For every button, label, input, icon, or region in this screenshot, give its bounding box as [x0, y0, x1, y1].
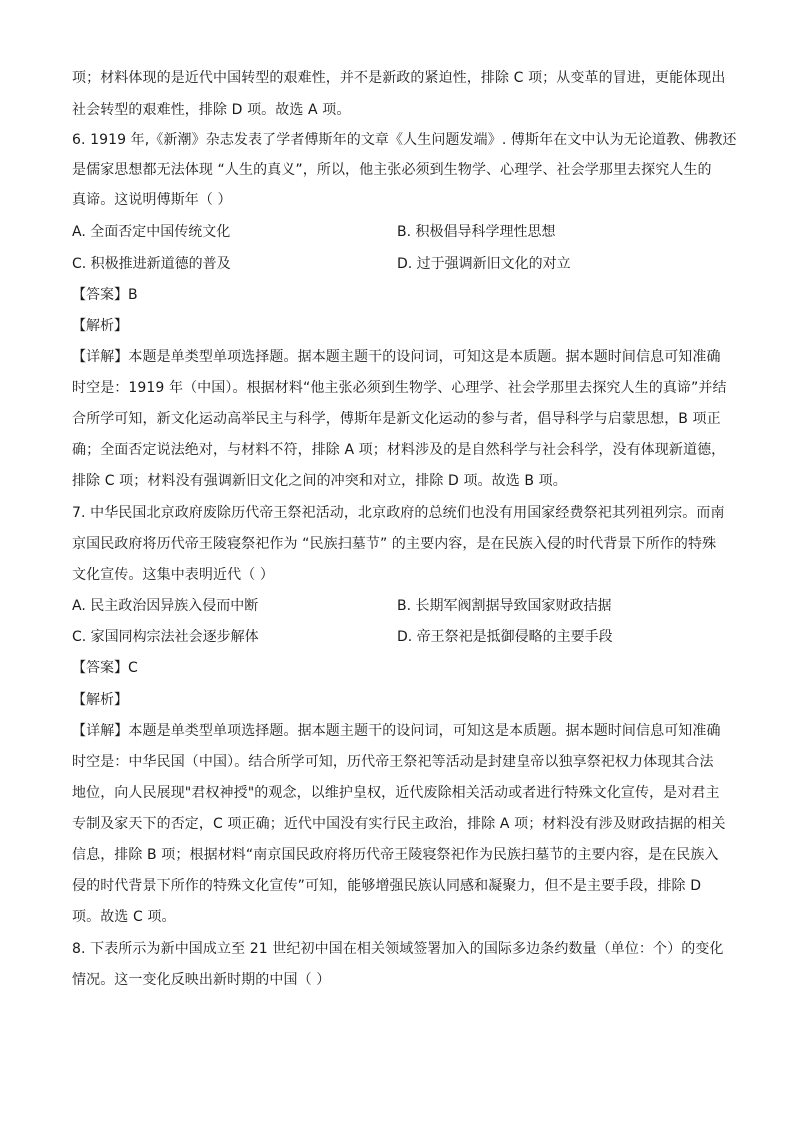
- question-8-stem: 8. 下表所示为新中国成立至 21 世纪初中国在相关领域签署加入的国际多边条约数量（单位：个）的变化: [72, 941, 724, 957]
- question-7-detail: 时空是：中华民国（中国）。结合所学可知，历代帝王祭祀等活动是封建皇帝以独享祭祀权力体现其合法: [72, 754, 714, 770]
- question-6-stem: 是儒家思想都无法体现 “人生的真义”，所以，他主张必须到生物学、心理学、社会学那里去探究人生的: [72, 162, 712, 178]
- question-6-detail: 时空是：1919 年（中国）。根据材料“他主张必须到生物学、心理学、社会学那里去探究人生的真谛”并结: [72, 380, 727, 396]
- question-6-analysis-label: 【解析】: [72, 318, 128, 334]
- question-6-detail: 确；全面否定说法绝对，与材料不符，排除 A 项；材料涉及的是自然科学与社会科学，没有体现新道德，: [72, 442, 726, 458]
- carryover-line: 社会转型的艰难性，排除 D 项。故选 A 项。: [72, 102, 351, 118]
- question-7-detail: 信息，排除 B 项；根据材料“南京国民政府将历代帝王陵寝祭祀作为民族扫墓节的主要内容，是在民族入: [72, 847, 719, 863]
- question-6-answer: 【答案】B: [72, 287, 138, 303]
- question-6-option-d: D. 过于强调新旧文化的对立: [397, 256, 571, 272]
- question-7-detail: 项。故选 C 项。: [72, 909, 176, 925]
- question-7-option-c: C. 家国同构宗法社会逐步解体: [72, 629, 259, 645]
- question-6-stem: 6. 1919 年,《新潮》杂志发表了学者傅斯年的文章《人生问题发端》. 傅斯年在文中认为无论道教、佛教还: [72, 132, 737, 148]
- question-7-option-d: D. 帝王祭祀是抵御侵略的主要手段: [397, 629, 613, 645]
- question-8-stem: 情况。这一变化反映出新时期的中国（ ）: [72, 972, 331, 988]
- question-7-answer: 【答案】C: [72, 660, 138, 676]
- question-7-detail: 专制及家天下的否定，C 项正确；近代中国没有实行民主政治，排除 A 项；材料没有涉及财政拮据的相关: [72, 816, 726, 832]
- question-7-detail: 侵的时代背景下所作的特殊文化宣传”可知，能够增强民族认同感和凝聚力，但不是主要手段，排除 D: [72, 878, 702, 894]
- question-7-analysis-label: 【解析】: [72, 692, 128, 708]
- question-7-option-b: B. 长期军阀割据导致国家财政拮据: [397, 598, 612, 614]
- question-6-detail: 【详解】本题是单类型单项选择题。据本题主题干的设问词，可知这是本质题。据本题时间信息可知准确: [72, 349, 721, 365]
- question-7-stem: 京国民政府将历代帝王陵寝祭祀作为 “民族扫墓节” 的主要内容，是在民族入侵的时代背景下所作的特殊: [72, 536, 717, 552]
- question-6-detail: 合所学可知，新文化运动高举民主与科学，傅斯年是新文化运动的参与者，倡导科学与启蒙思想，B 项正: [72, 411, 721, 427]
- carryover-line: 项；材料体现的是近代中国转型的艰难性，并不是新政的紧迫性，排除 C 项；从变革的冒进，更能体现出: [72, 70, 726, 86]
- question-6-detail: 排除 C 项；材料没有强调新旧文化之间的冲突和对立，排除 D 项。故选 B 项。: [72, 473, 567, 489]
- question-6-option-a: A. 全面否定中国传统文化: [72, 224, 231, 240]
- question-6-option-b: B. 积极倡导科学理性思想: [397, 224, 556, 240]
- question-6-stem: 真谛。这说明傅斯年（ ）: [72, 192, 232, 208]
- question-7-stem: 7. 中华民国北京政府废除历代帝王祭祀活动，北京政府的总统们也没有用国家经费祭祀其列祖列宗。而南: [72, 505, 725, 521]
- question-6-option-c: C. 积极推进新道德的普及: [72, 256, 231, 272]
- question-7-detail: 【详解】本题是单类型单项选择题。据本题主题干的设问词，可知这是本质题。据本题时间信息可知准确: [72, 723, 721, 739]
- question-7-detail: 地位，向人民展现"君权神授"的观念，以维护皇权，近代废除相关活动或者进行特殊文化宣传，是对君主: [72, 785, 720, 801]
- question-7-option-a: A. 民主政治因异族入侵而中断: [72, 598, 259, 614]
- question-7-stem: 文化宣传。这集中表明近代（ ）: [72, 567, 274, 583]
